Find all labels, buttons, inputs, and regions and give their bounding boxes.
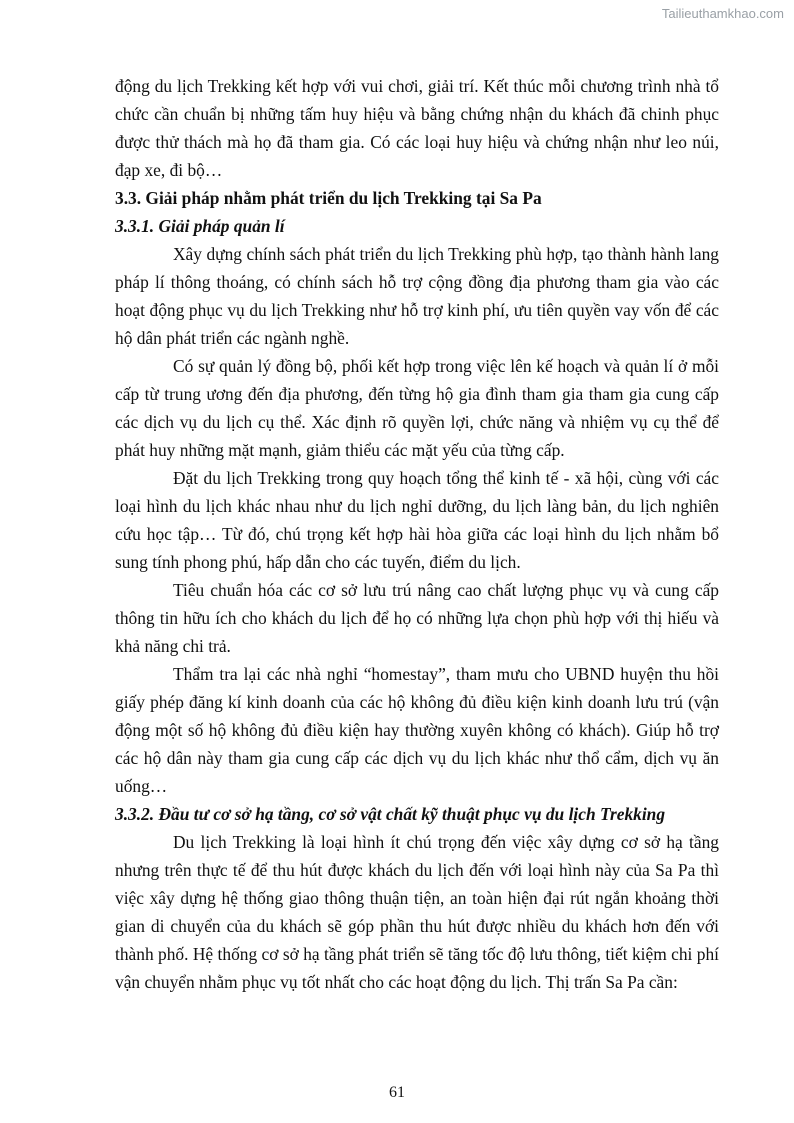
- section-3-3-1-heading: 3.3.1. Giải pháp quản lí: [115, 216, 285, 236]
- paragraph: Có sự quản lý đồng bộ, phối kết hợp trong việc lên kế hoạch và quản lí ở mỗi cấp từ trung ương đến địa phương, đến từng hộ gia đình tham gia tham gia cung cấp các dịch vụ du lịch cụ thể. Xác định rõ quyền lợi, chức năng và nhiệm vụ cụ thể để phát huy những mặt mạnh, giảm thiểu các mặt yếu của từng cấp.: [115, 356, 719, 460]
- section-3-3-2-heading: 3.3.2. Đầu tư cơ sở hạ tầng, cơ sở vật chất kỹ thuật phục vụ du lịch Trekking: [115, 804, 666, 824]
- document-body: [115, 72, 719, 996]
- paragraph: Du lịch Trekking là loại hình ít chú trọng đến việc xây dựng cơ sở hạ tầng nhưng trên thực tế để thu hút được khách du lịch đến với loại hình này của Sa Pa thì việc xây dựng hệ thống giao thông thuận tiện, an toàn hiện đại rút ngắn khoảng thời gian di chuyển của du khách sẽ góp phần thu hút được nhiều du khách hơn đến với thành phố. Hệ thống cơ sở hạ tầng phát triển sẽ tăng tốc độ lưu thông, tiết kiệm chi phí vận chuyển nhằm phục vụ tốt nhất cho các hoạt động du lịch. Thị trấn Sa Pa cần:: [115, 832, 719, 992]
- paragraph: Tiêu chuẩn hóa các cơ sở lưu trú nâng cao chất lượng phục vụ và cung cấp thông tin hữu ích cho khách du lịch để họ có những lựa chọn phù hợp với thị hiếu và khả năng chi trả.: [115, 580, 719, 656]
- paragraph: Thẩm tra lại các nhà nghỉ “homestay”, tham mưu cho UBND huyện thu hồi giấy phép đăng kí kinh doanh của các hộ không đủ điều kiện kinh doanh lưu trú (vận động một số hộ không đủ điều kiện hay thường xuyên không có khách). Giúp hỗ trợ các hộ dân này tham gia cung cấp các dịch vụ du lịch khác như thổ cẩm, dịch vụ ăn uống…: [115, 664, 719, 796]
- paragraph: Đặt du lịch Trekking trong quy hoạch tổng thể kinh tế - xã hội, cùng với các loại hình du lịch khác nhau như du lịch nghỉ dưỡng, du lịch làng bản, du lịch nghiên cứu học tập… Từ đó, chú trọng kết hợp hài hòa giữa các loại hình du lịch nhằm bổ sung tính phong phú, hấp dẫn cho các tuyến, điểm du lịch.: [115, 468, 719, 572]
- section-3-3-heading: 3.3. Giải pháp nhằm phát triển du lịch Trekking tại Sa Pa: [115, 188, 542, 208]
- page-number: 61: [389, 1084, 405, 1101]
- paragraph-continuation: động du lịch Trekking kết hợp với vui chơi, giải trí. Kết thúc mỗi chương trình nhà tổ chức cần chuẩn bị những tấm huy hiệu và bằng chứng nhận du khách đã chinh phục được thử thách mà họ đã tham gia. Có các loại huy hiệu và chứng nhận như leo núi, đạp xe, đi bộ…: [115, 76, 719, 180]
- paragraph: Xây dựng chính sách phát triển du lịch Trekking phù hợp, tạo thành hành lang pháp lí thông thoáng, có chính sách hỗ trợ cộng đồng địa phương tham gia vào các hoạt động phục vụ du lịch Trekking như hỗ trợ kinh phí, ưu tiên quyền vay vốn để các hộ dân phát triển các ngành nghề.: [115, 244, 719, 348]
- watermark-text: Tailieuthamkhao.com: [661, 6, 784, 21]
